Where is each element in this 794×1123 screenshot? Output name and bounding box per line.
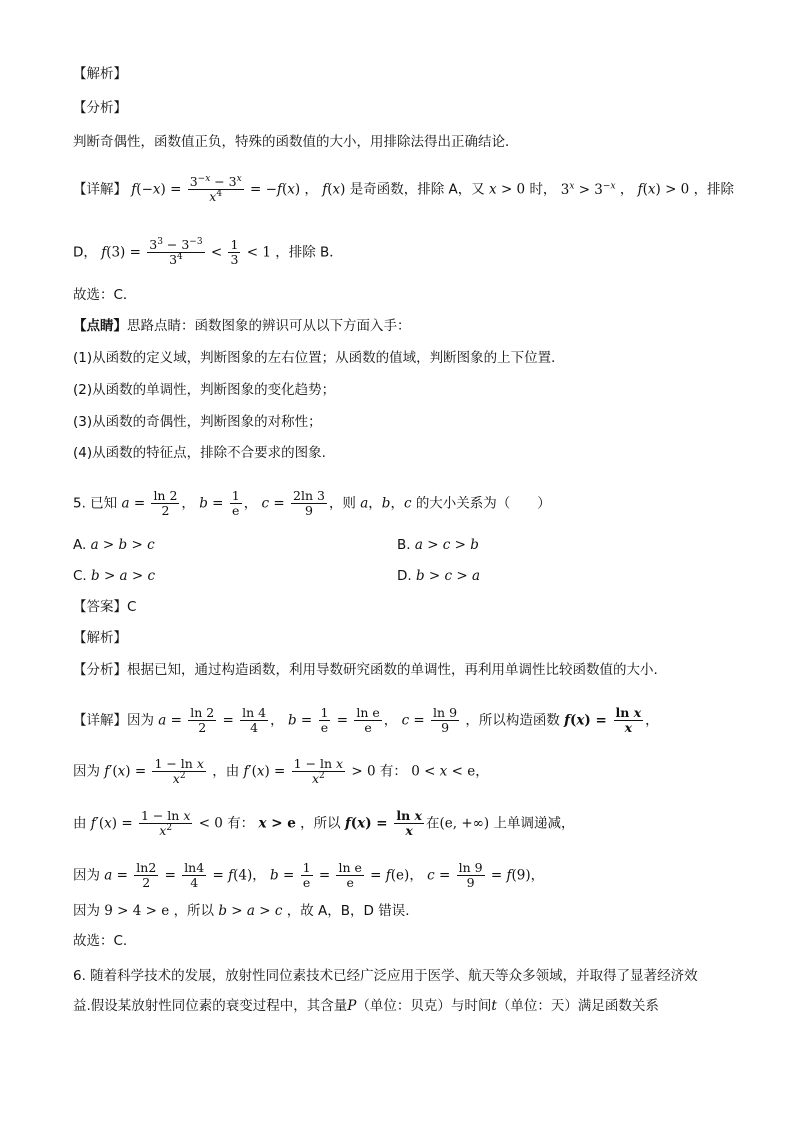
- fenxi-text: 判断奇偶性，函数值正负，特殊的函数值的大小，用排除法得出正确结论．: [73, 134, 519, 150]
- fraction: $\frac{\ln 2}{2}$: [153, 488, 178, 518]
- fraction: $\frac{\text{1 − ln x}}{x^2}$: [154, 756, 204, 786]
- point-4: (4)从函数的特征点，排除不合要求的图象.: [73, 445, 326, 461]
- fraction: $\frac{\text{ln x}}{x}$: [396, 808, 422, 838]
- dianjing-line: 【点睛】思路点睛：函数图象的辨识可从以下方面入手：: [73, 318, 411, 334]
- q5-stem: 5. 已知 a = $\frac{\ln 2}{2}$ ， b = $\frac{1}{e}$ ， c = $\frac{2\ln 3}{9}$ ，则 a，b，c 的大小关系为（ ）: [73, 488, 551, 518]
- answer-line: 故选：C．: [73, 287, 137, 303]
- fraction: $\frac{\ln 9}{9}$: [458, 860, 483, 890]
- point-2: (2)从函数的单调性，判断图象的变化趋势；: [73, 382, 336, 398]
- fraction: $\frac{\text{ln e}}{e}$: [356, 705, 380, 735]
- fraction: $\frac{1}{e}$: [320, 705, 329, 735]
- q5-xiangjie-3: 由 f′(x) = $\frac{\text{1 − ln x}}{x^2}$ < 0 有： x > e ，所以 f(x) = $\frac{\text{ln x}}{x}$ 在(e, +∞) 上单调递减，: [73, 808, 575, 838]
- jiexi-heading: 【解析】: [73, 66, 127, 82]
- q5-xiangjie-2: 因为 f′(x) = $\frac{\text{1 − ln x}}{x^2}$ ，由 f′(x) = $\frac{\text{1 − ln x}}{x^2}$ > 0 有： 0 < x < e，: [73, 756, 489, 786]
- fenxi-heading: 【分析】: [73, 100, 127, 116]
- xiangjie-line-1: 【详解】 f(−x) = $\frac{3^{-x} - 3^x}{x^4}$ = −f(x) ， f(x) 是奇函数，排除 A，又 x > 0 时， $3^x > 3^{-x}$ ， f(x) > 0 ，排除: [73, 173, 735, 204]
- option-c[interactable]: C. b > a > c: [73, 568, 156, 584]
- fraction: $\frac{\ln 4}{4}$: [184, 860, 205, 890]
- fraction: $\frac{\text{1 − ln x}}{x^2}$: [293, 756, 344, 786]
- q6-line-1: 6. 随着科学技术的发展，放射性同位素技术已经广泛应用于医学、航天等众多领域，并取得了显著经济效: [73, 968, 698, 984]
- q5-xiangjie-4: 因为 a = $\frac{\ln 2}{2}$ = $\frac{\ln 4}{4}$ = f(4)， b = $\frac{1}{e}$ = $\frac{\text{ln e}}{e}$ = f(e)， c = $\frac{\ln 9}{9}$ = f(9)，: [73, 860, 545, 890]
- fraction: $\frac{1}{3}$: [230, 237, 239, 267]
- point-1: (1)从函数的定义域，判断图象的左右位置；从函数的值域，判断图象的上下位置．: [73, 350, 565, 366]
- fraction: $\frac{1}{e}$: [302, 860, 311, 890]
- q5-answer: 【答案】C: [73, 599, 137, 615]
- fraction: $\frac{2\ln 3}{9}$: [293, 488, 325, 518]
- fraction: $\frac{3^3 - 3^{-3}}{3^4}$: [149, 236, 203, 267]
- fraction: $\frac{\ln 2}{2}$: [190, 705, 215, 735]
- fraction: $\frac{1}{e}$: [231, 488, 240, 518]
- fraction: $\frac{\text{ln e}}{e}$: [338, 860, 362, 890]
- q5-xiangjie-1: 【详解】因为 a = $\frac{\ln 2}{2}$ = $\frac{\ln 4}{4}$ ， b = $\frac{1}{e}$ = $\frac{\text{ln e}}{e}$ ， c = $\frac{\ln 9}{9}$ ，所以构造函数 f(x) = $\frac{\text{ln x}}{x}$ ，: [73, 705, 659, 735]
- q5-fenxi: 【分析】根据已知，通过构造函数，利用导数研究函数的单调性，再利用单调性比较函数值的大小.: [73, 662, 658, 678]
- q5-xiangjie-5: 因为 9 > 4 > e ，所以 b > a > c ，故 A，B，D 错误.: [73, 903, 410, 919]
- fraction: $\frac{\ln 4}{4}$: [242, 705, 267, 735]
- option-a[interactable]: A. a > b > c: [73, 537, 155, 553]
- fraction: $\frac{\ln 9}{9}$: [433, 705, 458, 735]
- fraction: $\frac{\text{1 − ln x}}{x^2}$: [140, 808, 191, 838]
- q5-jiexi: 【解析】: [73, 630, 127, 646]
- xiangjie-tag: 【详解】: [73, 181, 127, 198]
- point-3: (3)从函数的奇偶性，判断图象的对称性；: [73, 414, 322, 430]
- option-d[interactable]: D. b > c > a: [397, 568, 481, 584]
- q5-final: 故选：C.: [73, 933, 128, 949]
- option-b[interactable]: B. a > c > b: [397, 537, 479, 553]
- fraction: $\frac{\text{ln x}}{x}$: [615, 705, 642, 735]
- q6-line-2: 益.假设某放射性同位素的衰变过程中，其含量P（单位：贝克）与时间t（单位：天）满足函数关系: [73, 998, 659, 1014]
- dianjing-tag: 【点睛】: [73, 318, 127, 334]
- fraction: $\frac{3^{-x} - 3^x}{x^4}$: [189, 173, 242, 204]
- fraction: $\frac{\ln 2}{2}$: [136, 860, 157, 890]
- xiangjie-line-2: D， f(3) = $\frac{3^3 - 3^{-3}}{3^4}$ < $\frac{1}{3}$ < 1 ，排除 B．: [73, 236, 343, 267]
